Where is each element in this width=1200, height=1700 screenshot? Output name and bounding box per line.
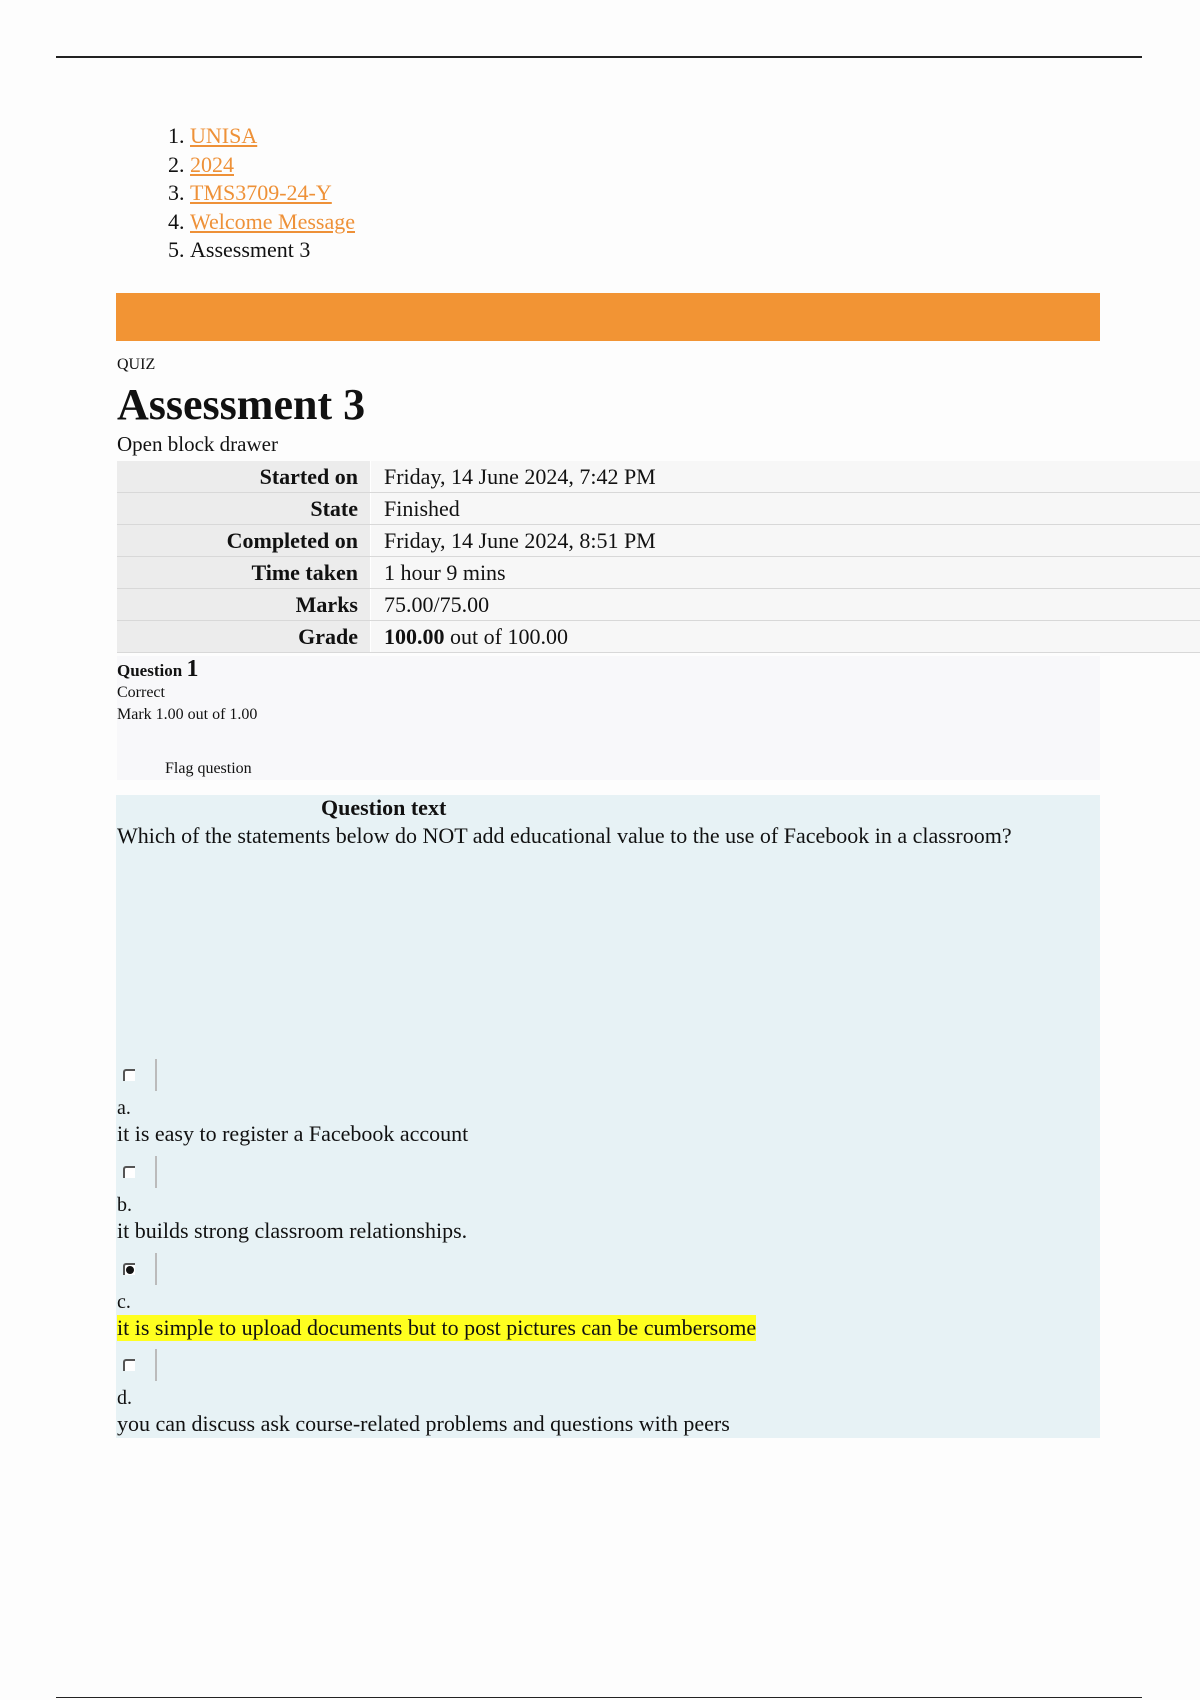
summary-label: Completed on (117, 525, 371, 557)
option-text: it is easy to register a Facebook account (117, 1121, 469, 1146)
breadcrumb (0, 122, 355, 265)
summary-value: 1 hour 9 mins (371, 557, 1200, 589)
summary-row-grade (117, 621, 1200, 653)
summary-row-state (117, 493, 1200, 525)
top-rule (56, 56, 1142, 58)
bottom-rule (56, 1697, 1142, 1698)
radio-container[interactable] (117, 1349, 157, 1381)
course-banner (116, 293, 1100, 341)
summary-value: Finished (371, 493, 1200, 525)
summary-value: Friday, 14 June 2024, 8:51 PM (371, 525, 1200, 557)
summary-label: Marks (117, 589, 371, 621)
summary-row-time (117, 557, 1200, 589)
option-letter: c. (117, 1291, 131, 1313)
summary-row-completed (117, 525, 1200, 557)
radio-button[interactable] (123, 1166, 135, 1178)
question-number-value: 1 (186, 656, 199, 682)
summary-value: Friday, 14 June 2024, 7:42 PM (371, 461, 1200, 493)
attempt-summary-table (117, 461, 1200, 653)
option-letter: a. (117, 1097, 131, 1119)
breadcrumb-item[interactable] (190, 122, 355, 151)
summary-row-marks (117, 589, 1200, 621)
radio-container[interactable] (117, 1156, 157, 1188)
radio-button-selected[interactable] (123, 1263, 135, 1275)
page-kicker: QUIZ (117, 356, 156, 373)
grade-score: 100.00 (384, 623, 445, 649)
summary-value: 75.00/75.00 (371, 589, 1200, 621)
option-text: you can discuss ask course-related problems and questions with peers (117, 1411, 730, 1436)
question-state: Correct (117, 684, 165, 701)
summary-label: State (117, 493, 371, 525)
breadcrumb-link-course[interactable]: TMS3709-24-Y (190, 180, 332, 205)
breadcrumb-link-2024[interactable]: 2024 (190, 151, 234, 177)
question-text-heading: Question text (321, 795, 447, 820)
radio-button[interactable] (123, 1359, 135, 1371)
radio-container[interactable] (117, 1059, 157, 1091)
summary-label: Grade (117, 621, 371, 653)
summary-label: Time taken (117, 557, 371, 589)
question-content (116, 795, 1100, 1438)
flag-question-link[interactable]: Flag question (165, 760, 252, 777)
summary-label: Started on (117, 461, 371, 493)
question-info (117, 656, 1100, 780)
radio-button[interactable] (123, 1069, 135, 1081)
breadcrumb-link-welcome[interactable]: Welcome Message (190, 208, 355, 234)
breadcrumb-item[interactable] (190, 208, 355, 237)
question-prefix: Question (117, 661, 187, 680)
option-letter: b. (117, 1194, 132, 1216)
radio-container[interactable] (117, 1253, 157, 1285)
question-text: Which of the statements below do NOT add educational value to the use of Facebook in a classroom? (117, 823, 1012, 848)
grade-total: out of 100.00 (444, 623, 568, 649)
option-text-highlighted: it is simple to upload documents but to post pictures can be cumbersome (117, 1315, 757, 1340)
page-title: Assessment 3 (117, 380, 366, 429)
option-text: it builds strong classroom relationships. (117, 1218, 468, 1243)
breadcrumb-item[interactable] (190, 179, 355, 208)
breadcrumb-current: 5. Assessment 3 (190, 236, 355, 265)
breadcrumb-item[interactable] (190, 151, 355, 180)
question-number (117, 656, 198, 683)
option-letter: d. (117, 1387, 132, 1409)
open-block-drawer-link[interactable]: Open block drawer (117, 432, 278, 456)
summary-value (371, 621, 1200, 653)
question-mark: Mark 1.00 out of 1.00 (117, 706, 258, 723)
summary-row-started (117, 461, 1200, 493)
breadcrumb-link-unisa[interactable]: UNISA (190, 123, 258, 148)
